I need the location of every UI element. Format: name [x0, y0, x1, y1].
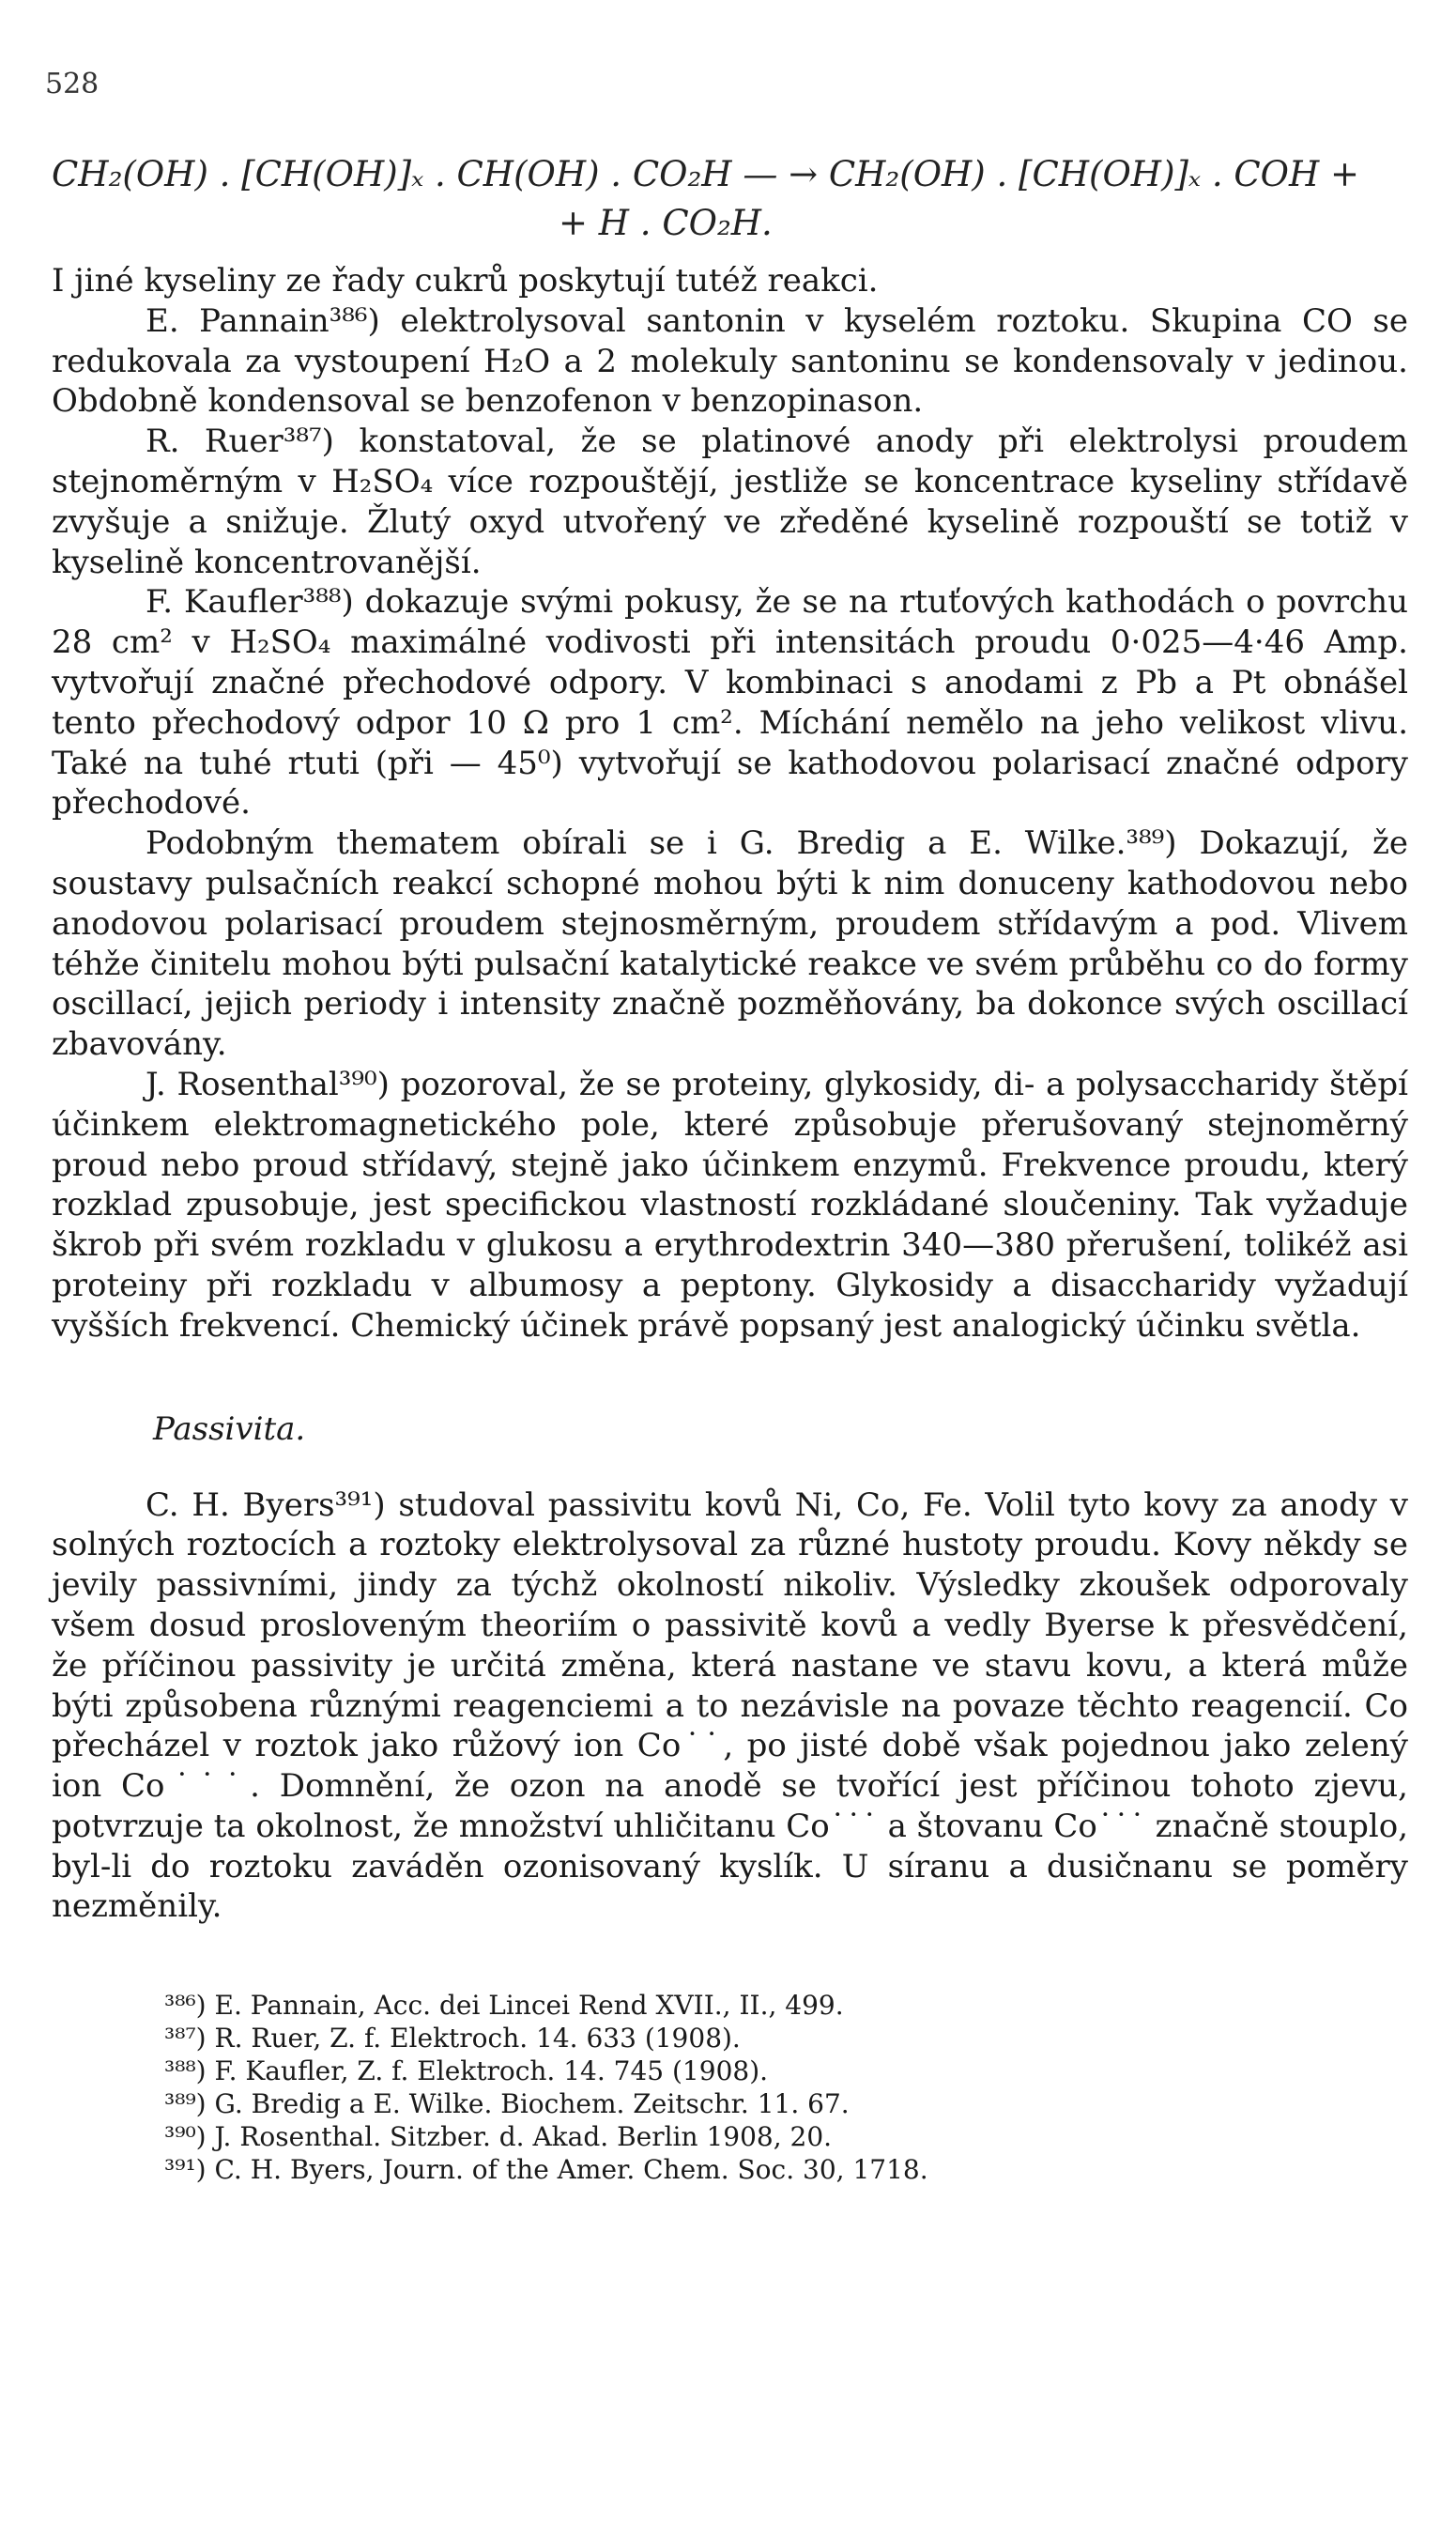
page-number: 528: [45, 68, 100, 100]
paragraph-pannain: E. Pannain³⁸⁶) elektrolysoval santonin v kyselém roztoku. Skupina CO se redukovala za vystoupení H₂O a 2 molekuly santoninu se kondensovaly v jedinou. Obdobně kondensoval se benzofenon v benzopinason.: [52, 301, 1408, 421]
paragraph-rosenthal: J. Rosenthal³⁹⁰) pozoroval, že se proteiny, glykosidy, di- a polysaccharidy štěpí účinkem elektromagnetického pole, které způsobuje přerušovaný stejnoměrný proud nebo proud střídavý, stejně jako účinkem enzymů. Frekvence proudu, který rozklad zpusobuje, jest specifickou vlastností rozkládané sloučeniny. Tak vyžaduje škrob při svém rozkladu v glukosu a erythrodextrin 340—380 přerušení, tolikéž asi proteiny při rozkladu v albumosy a peptony. Glykosidy a disaccharidy vyžadují vyšších frekvencí. Chemický účinek právě popsaný jest analogický účinku světla.: [52, 1065, 1408, 1345]
paragraph-sugar-acids: I jiné kyseliny ze řady cukrů poskytují tutéž reakci.: [52, 262, 879, 300]
footnote-390: ³⁹⁰) J. Rosenthal. Sitzber. d. Akad. Berlin 1908, 20.: [164, 2121, 833, 2153]
footnote-391: ³⁹¹) C. H. Byers, Journ. of the Amer. Chem. Soc. 30, 1718.: [164, 2154, 928, 2186]
paragraph-ruer: R. Ruer³⁸⁷) konstatoval, že se platinové anody při elektrolysi proudem stejnoměrným v H₂SO₄ více rozpouštějí, jestliže se koncentrace kyseliny střídavě zvyšuje a snižuje. Žlutý oxyd utvořený ve zředěné kyselině rozpouští se totiž v kyselině koncentrovanější.: [52, 423, 1408, 581]
footnote-388: ³⁸⁸) F. Kaufler, Z. f. Elektroch. 14. 745 (1908).: [164, 2055, 769, 2087]
page-content: [52, 150, 1408, 2186]
paragraph-byers: C. H. Byers³⁹¹) studoval passivitu kovů Ni, Co, Fe. Volil tyto kovy za anody v solných roztocích a roztoky elektrolysoval za různé hustoty proudu. Kovy někdy se jevily passivními, jindy za týchž okolností nikoliv. Výsledky zkoušek odporovaly všem dosud prosloveným theoriím o passivitě kovů a vedly Byerse k přesvědčení, že příčinou passivity je určitá změna, která nastane ve stavu kovu, a která může býti způsobena různými reagenciemi a to nezávisle na povaze těchto reagencií. Co přecházel v roztok jako růžový ion Co˙˙, po jisté době však pojednou jako zelený ion Co˙˙˙. Domnění, že ozon na anodě se tvořící jest příčinou tohoto zjevu, potvrzuje ta okolnost, že množství uhličitanu Co˙˙˙ a štovanu Co˙˙˙ značně stouplo, byl-li do roztoku zaváděn ozonisovaný kyslík. U síranu a dusičnanu se poměry nezměnily.: [52, 1485, 1408, 1926]
chemical-formula: [52, 150, 1408, 248]
footnote-386: ³⁸⁶) E. Pannain, Acc. dei Lincei Rend XVII., II., 499.: [164, 1990, 844, 2022]
formula-line-1: CH₂(OH) . [CH(OH)]ₓ . CH(OH) . CO₂H — → CH₂(OH) . [CH(OH)]ₓ . COH +: [52, 154, 1360, 194]
footnotes: [52, 1989, 1408, 2186]
body-text: [52, 261, 1408, 1347]
footnote-389: ³⁸⁹) G. Bredig a E. Wilke. Biochem. Zeitschr. 11. 67.: [164, 2088, 850, 2120]
footnote-387: ³⁸⁷) R. Ruer, Z. f. Elektroch. 14. 633 (1908).: [164, 2023, 741, 2055]
passivita-text: [52, 1485, 1408, 1928]
paragraph-kaufler: F. Kaufler³⁸⁸) dokazuje svými pokusy, že se na rtuťových kathodách o povrchu 28 cm² v H₂SO₄ maximálné vodivosti při intensitách proudu 0·025—4·46 Amp. vytvořují značné přechodové odpory. V kombinaci s anodami z Pb a Pt obnášel tento přechodový odpor 10 Ω pro 1 cm². Míchání nemělo na jeho velikost vlivu. Také na tuhé rtuti (při — 45⁰) vytvořují se kathodovou polarisací značné odpory přechodové.: [52, 583, 1408, 823]
paragraph-bredig-wilke: Podobným thematem obírali se i G. Bredig a E. Wilke.³⁸⁹) Dokazují, že soustavy pulsačních reakcí schopné mohou býti k nim donuceny kathodovou nebo anodovou polarisací proudem stejnosměrným, proudem střídavým a pod. Vlivem téhže činitelu mohou býti pulsační katalytické reakce ve svém průběhu co do formy oscillací, jejich periody i intensity značně pozměňovány, ba dokonce svých oscillací zbavovány.: [52, 824, 1408, 1064]
section-title-passivita: Passivita.: [153, 1409, 306, 1448]
formula-line-2: + H . CO₂H.: [559, 203, 773, 243]
